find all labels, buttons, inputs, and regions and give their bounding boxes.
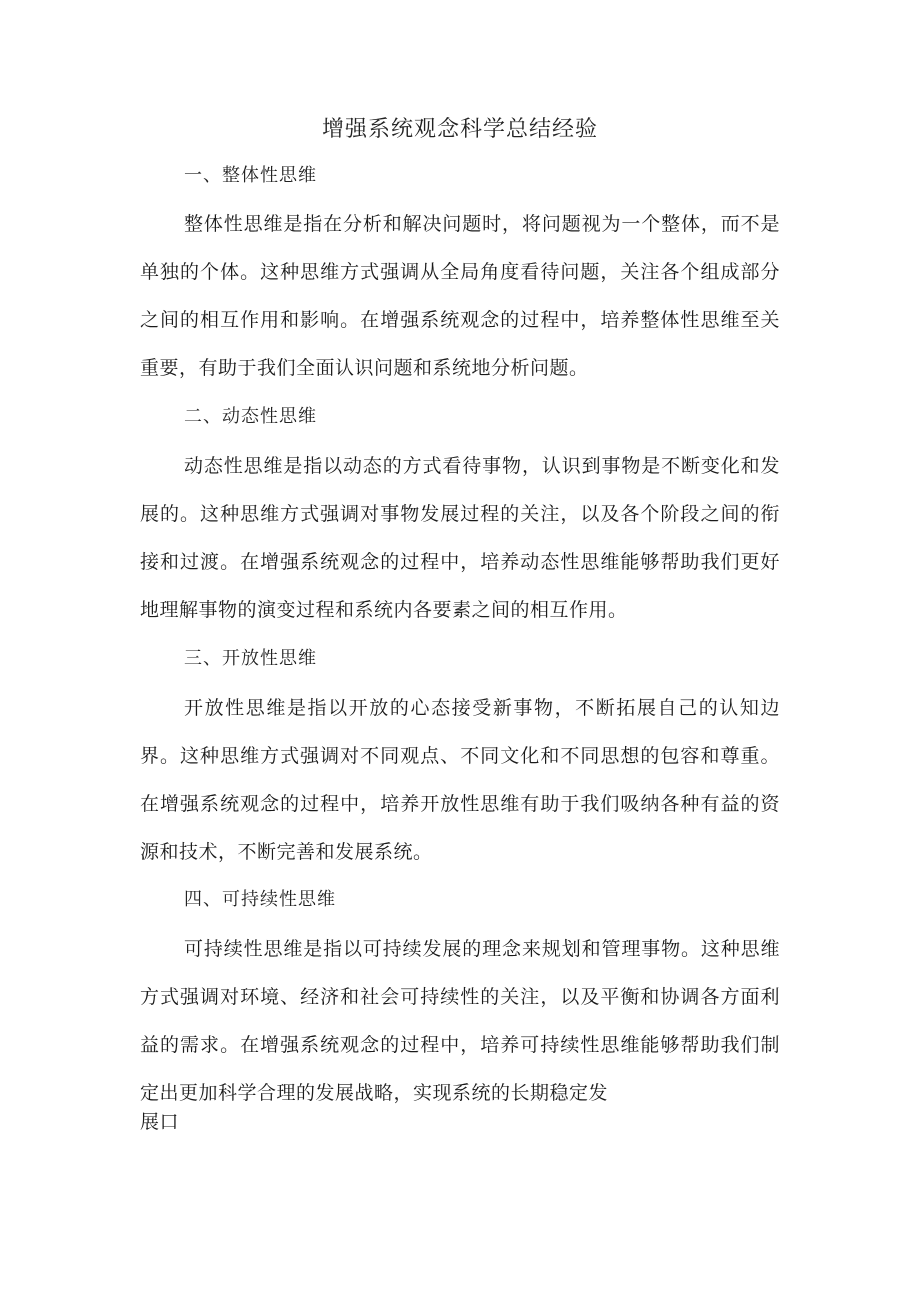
section-heading-4: 四、可持续性思维	[184, 889, 336, 910]
section-body-1: 整体性思维是指在分析和解决问题时，将问题视为一个整体，而不是单独的个体。这种思维方式强调从全局角度看待问题，关注各个组成部分之间的相互作用和影响。在增强系统观念的过程中，培养整体性思维至关重要，有助于我们全面认识问题和系统地分析问题。	[140, 213, 780, 379]
section-body-2: 动态性思维是指以动态的方式看待事物，认识到事物是不断变化和发展的。这种思维方式强调对事物发展过程的关注，以及各个阶段之间的衔接和过渡。在增强系统观念的过程中，培养动态性思维能够帮助我们更好地理解事物的演变过程和系统内各要素之间的相互作用。	[140, 455, 780, 621]
section-heading-3: 三、开放性思维	[184, 648, 317, 669]
document-title: 增强系统观念科学总结经验	[321, 117, 598, 142]
section-body-4-trailing: 展口	[140, 1111, 180, 1133]
section-body-3: 开放性思维是指以开放的心态接受新事物，不断拓展自己的认知边界。这种思维方式强调对不同观点、不同文化和不同思想的包容和尊重。在增强系统观念的过程中，培养开放性思维有助于我们吸纳各种有益的资源和技术，不断完善和发展系统。	[140, 697, 780, 863]
section-body-4: 可持续性思维是指以可持续发展的理念来规划和管理事物。这种思维方式强调对环境、经济和社会可持续性的关注，以及平衡和协调各方面利益的需求。在增强系统观念的过程中，培养可持续性思维能够帮助我们制定出更加科学合理的发展战略，实现系统的长期稳定发	[140, 938, 780, 1104]
section-heading-2: 二、动态性思维	[184, 406, 317, 427]
section-heading-1: 一、整体性思维	[184, 165, 317, 186]
